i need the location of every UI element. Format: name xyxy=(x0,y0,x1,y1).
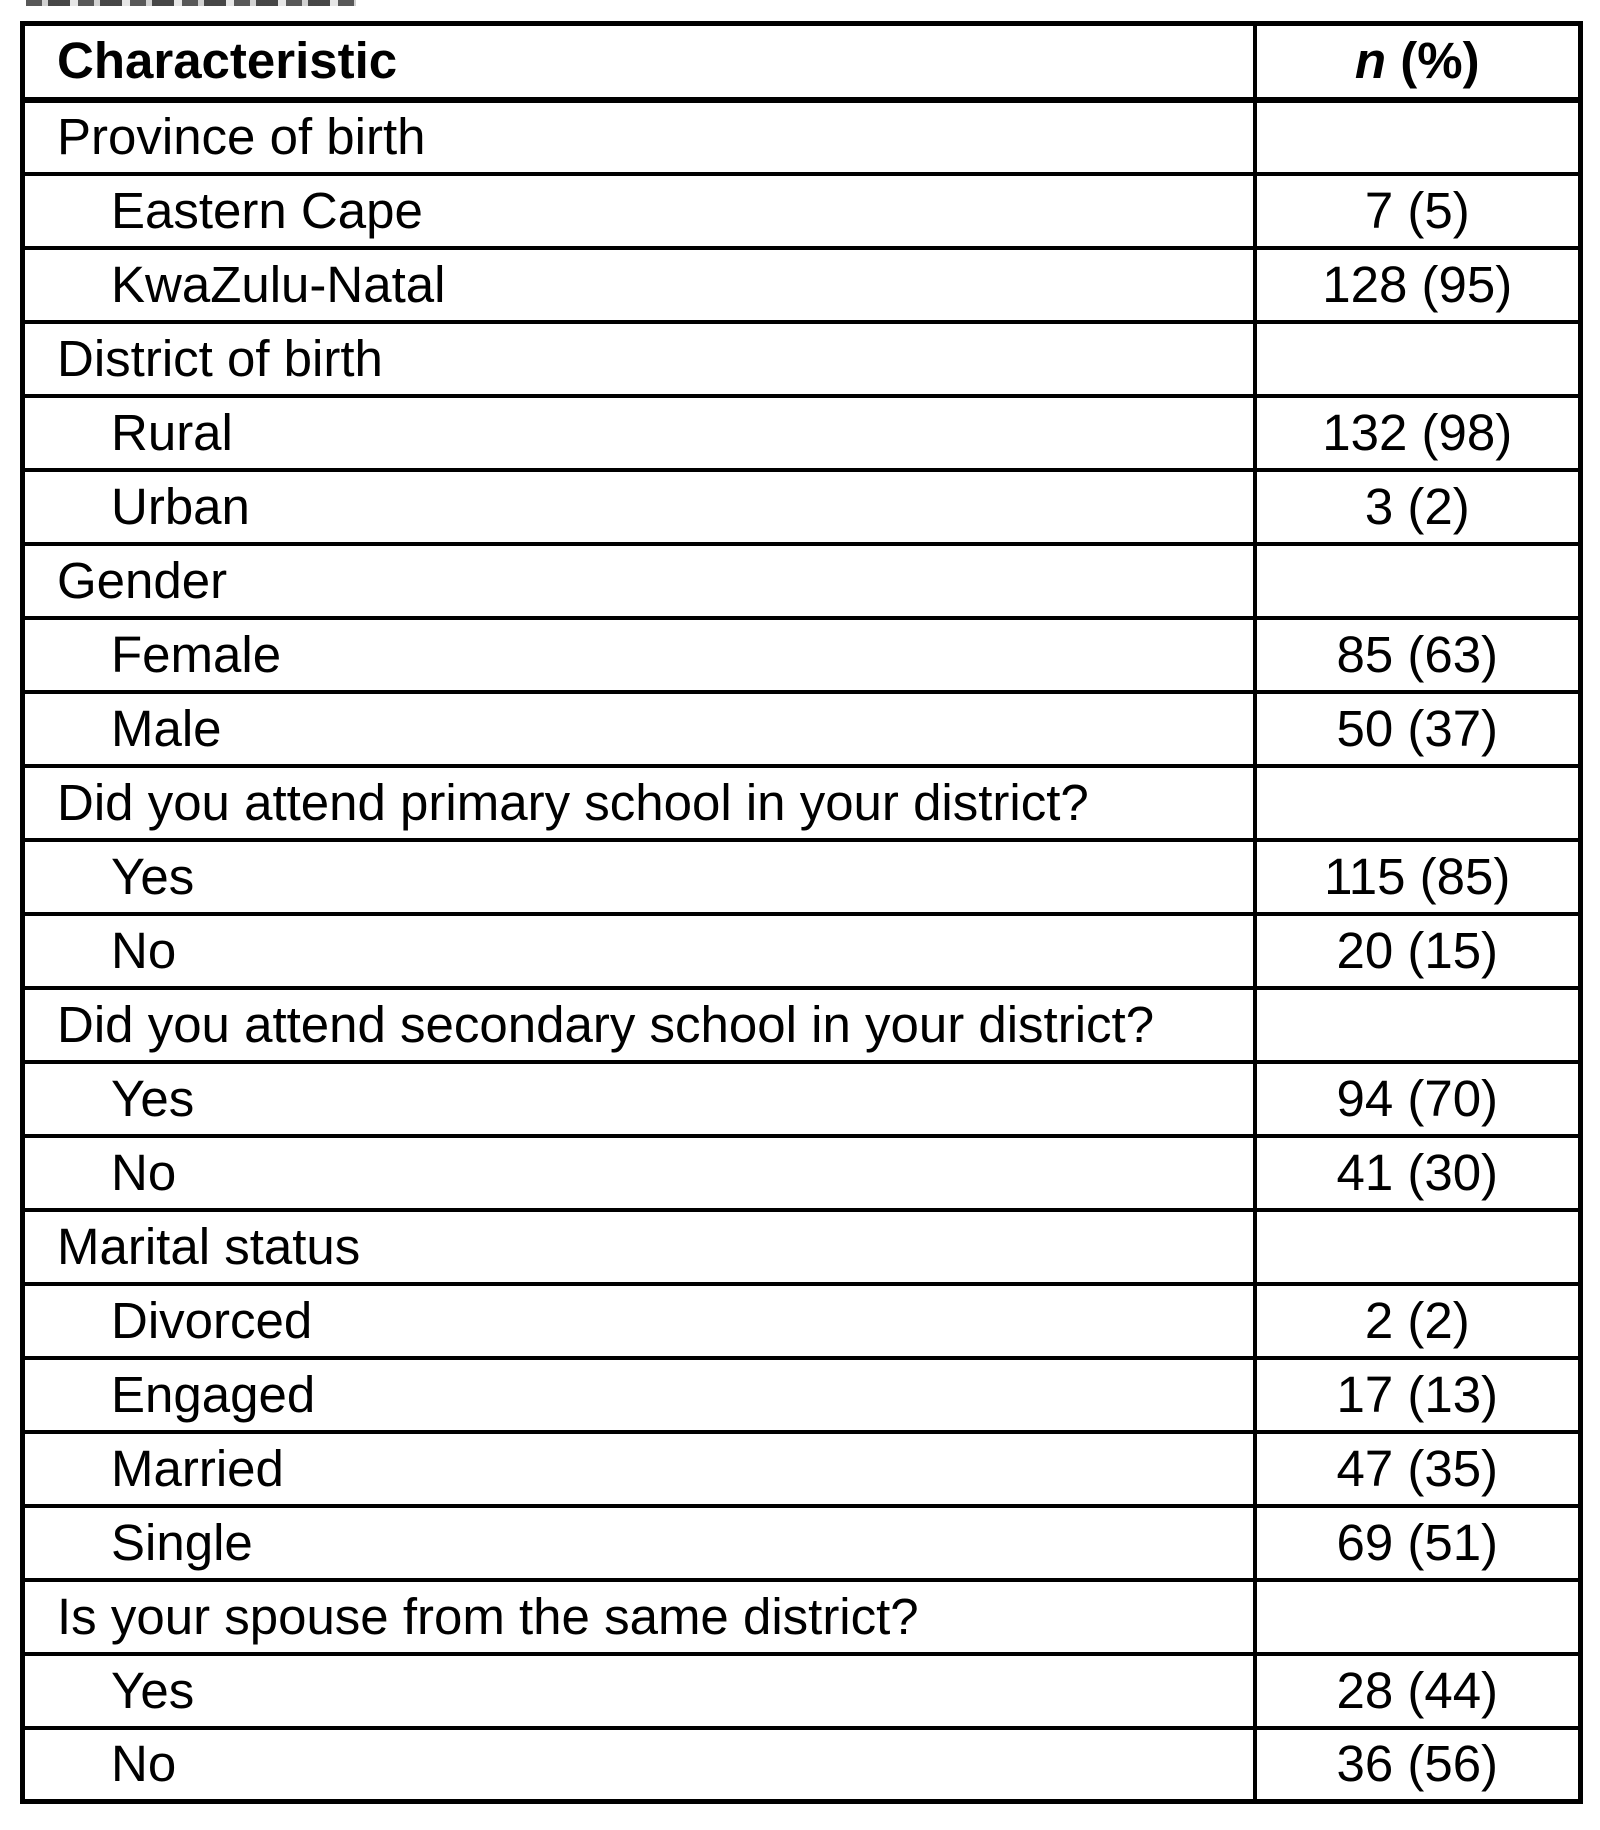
table-row xyxy=(23,1062,1581,1136)
characteristic-item-cell: Yes xyxy=(23,1062,1255,1136)
value-cell: 85 (63) xyxy=(1255,618,1581,692)
n-percent-header xyxy=(1255,24,1581,100)
value-cell: 128 (95) xyxy=(1255,248,1581,322)
characteristic-item-cell: KwaZulu-Natal xyxy=(23,248,1255,322)
table-row xyxy=(23,248,1581,322)
characteristic-item-cell: Yes xyxy=(23,1654,1255,1728)
table-row xyxy=(23,988,1581,1062)
value-cell: 3 (2) xyxy=(1255,470,1581,544)
value-cell: 17 (13) xyxy=(1255,1358,1581,1432)
characteristic-item-cell: Divorced xyxy=(23,1284,1255,1358)
table-row xyxy=(23,544,1581,618)
table-row xyxy=(23,1728,1581,1802)
characteristic-item-cell: Rural xyxy=(23,396,1255,470)
characteristic-category-cell: Marital status xyxy=(23,1210,1255,1284)
table-row xyxy=(23,1432,1581,1506)
value-cell xyxy=(1255,766,1581,840)
table-row xyxy=(23,618,1581,692)
table-row xyxy=(23,1136,1581,1210)
characteristic-item-cell: Engaged xyxy=(23,1358,1255,1432)
value-cell: 7 (5) xyxy=(1255,174,1581,248)
n-label: n xyxy=(1354,32,1387,90)
table-row xyxy=(23,1580,1581,1654)
characteristic-category-cell: Did you attend primary school in your district? xyxy=(23,766,1255,840)
value-cell: 41 (30) xyxy=(1255,1136,1581,1210)
table-row xyxy=(23,1506,1581,1580)
characteristic-item-cell: Married xyxy=(23,1432,1255,1506)
characteristic-item-cell: Male xyxy=(23,692,1255,766)
table-row xyxy=(23,470,1581,544)
characteristic-item-cell: Eastern Cape xyxy=(23,174,1255,248)
characteristics-table xyxy=(20,21,1583,1804)
table-row xyxy=(23,840,1581,914)
value-cell: 69 (51) xyxy=(1255,1506,1581,1580)
value-cell: 94 (70) xyxy=(1255,1062,1581,1136)
value-cell: 50 (37) xyxy=(1255,692,1581,766)
value-cell xyxy=(1255,988,1581,1062)
table-row xyxy=(23,174,1581,248)
value-cell: 2 (2) xyxy=(1255,1284,1581,1358)
table-body xyxy=(23,100,1581,1802)
characteristic-category-cell: Gender xyxy=(23,544,1255,618)
table-row xyxy=(23,396,1581,470)
table-row xyxy=(23,1654,1581,1728)
top-edge-artifact xyxy=(26,0,356,6)
characteristic-category-cell: Did you attend secondary school in your district? xyxy=(23,988,1255,1062)
table-row xyxy=(23,100,1581,174)
characteristic-item-cell: Single xyxy=(23,1506,1255,1580)
characteristic-category-cell: District of birth xyxy=(23,322,1255,396)
percent-label: (%) xyxy=(1400,32,1480,90)
characteristic-item-cell: Female xyxy=(23,618,1255,692)
value-cell xyxy=(1255,322,1581,396)
value-cell: 47 (35) xyxy=(1255,1432,1581,1506)
table-row xyxy=(23,1358,1581,1432)
table-row xyxy=(23,692,1581,766)
characteristic-item-cell: No xyxy=(23,1136,1255,1210)
table-row xyxy=(23,1210,1581,1284)
characteristic-item-cell: Urban xyxy=(23,470,1255,544)
value-cell: 28 (44) xyxy=(1255,1654,1581,1728)
value-cell: 20 (15) xyxy=(1255,914,1581,988)
value-cell xyxy=(1255,1210,1581,1284)
characteristic-header: Characteristic xyxy=(23,24,1255,100)
table-row xyxy=(23,766,1581,840)
characteristic-item-cell: No xyxy=(23,1728,1255,1802)
characteristic-category-cell: Is your spouse from the same district? xyxy=(23,1580,1255,1654)
value-cell xyxy=(1255,100,1581,174)
table-row xyxy=(23,1284,1581,1358)
characteristic-item-cell: No xyxy=(23,914,1255,988)
value-cell: 36 (56) xyxy=(1255,1728,1581,1802)
value-cell: 115 (85) xyxy=(1255,840,1581,914)
value-cell xyxy=(1255,1580,1581,1654)
header-row xyxy=(23,24,1581,100)
value-cell xyxy=(1255,544,1581,618)
table-row xyxy=(23,914,1581,988)
value-cell: 132 (98) xyxy=(1255,396,1581,470)
table-row xyxy=(23,322,1581,396)
characteristic-item-cell: Yes xyxy=(23,840,1255,914)
characteristic-category-cell: Province of birth xyxy=(23,100,1255,174)
